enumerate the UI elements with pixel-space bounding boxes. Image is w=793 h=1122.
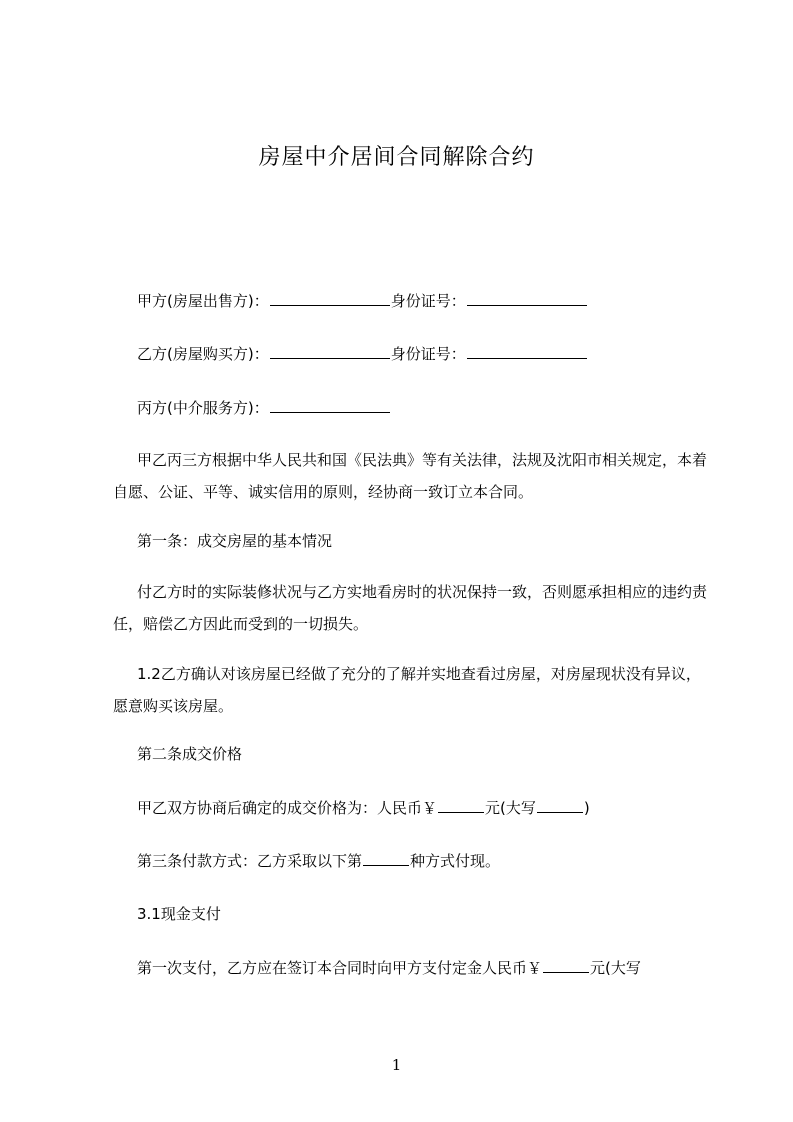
party-a-name-blank [270, 291, 390, 306]
document-title: 房屋中介居间合同解除合约 [258, 145, 535, 170]
party-c-name-blank [270, 398, 390, 413]
payment-text-b: 种方式付现。 [410, 852, 501, 870]
party-b-line [137, 343, 588, 365]
payment-text-a: 第三条付款方式：乙方采取以下第 [137, 852, 363, 870]
first-payment-text-b: 元(大写 [590, 959, 641, 977]
party-a-line [137, 290, 588, 312]
party-b-name-blank [270, 344, 390, 359]
page-number: 1 [391, 1056, 402, 1074]
party-a-label: 甲方(房屋出售方)： [137, 292, 269, 310]
party-c-label: 丙方(中介服务方)： [137, 399, 269, 417]
party-b-id-label: 身份证号： [390, 345, 466, 363]
article-3-line [137, 850, 500, 872]
party-b-label: 乙方(房屋购买方)： [137, 345, 269, 363]
party-a-id-label: 身份证号： [390, 292, 466, 310]
party-b-id-blank [467, 344, 587, 359]
first-payment-text-a: 第一次支付，乙方应在签订本合同时向甲方支付定金人民币￥ [137, 959, 543, 977]
first-payment-line [137, 957, 641, 979]
article-1-paragraph-1: 付乙方时的实际装修状况与乙方实地看房时的状况保持一致，否则愿承担相应的违约责任，赔偿乙方因此而受到的一切损失。 [113, 583, 708, 633]
payment-option-blank [363, 851, 409, 866]
article-2-price-line [137, 797, 590, 819]
party-a-id-blank [467, 291, 587, 306]
price-text-c: ) [583, 799, 590, 817]
price-uppercase-blank [537, 798, 583, 813]
article-1-paragraph-2: 1.2乙方确认对该房屋已经做了充分的了解并实地查看过房屋，对房屋现状没有异议，愿意购买该房屋。 [113, 665, 701, 715]
price-text-b: 元(大写 [485, 799, 536, 817]
section-3-1-heading: 3.1现金支付 [137, 905, 221, 923]
intro-paragraph: 甲乙丙三方根据中华人民共和国《民法典》等有关法律，法规及沈阳市相关规定，本着自愿、公证、平等、诚实信用的原则，经协商一致订立本合同。 [113, 451, 708, 501]
article-2-heading: 第二条成交价格 [137, 745, 243, 763]
price-text-a: 甲乙双方协商后确定的成交价格为：人民币￥ [137, 799, 438, 817]
deposit-amount-blank [543, 958, 589, 973]
price-amount-blank [438, 798, 484, 813]
party-c-line [137, 397, 391, 419]
article-1-heading: 第一条：成交房屋的基本情况 [137, 532, 333, 550]
